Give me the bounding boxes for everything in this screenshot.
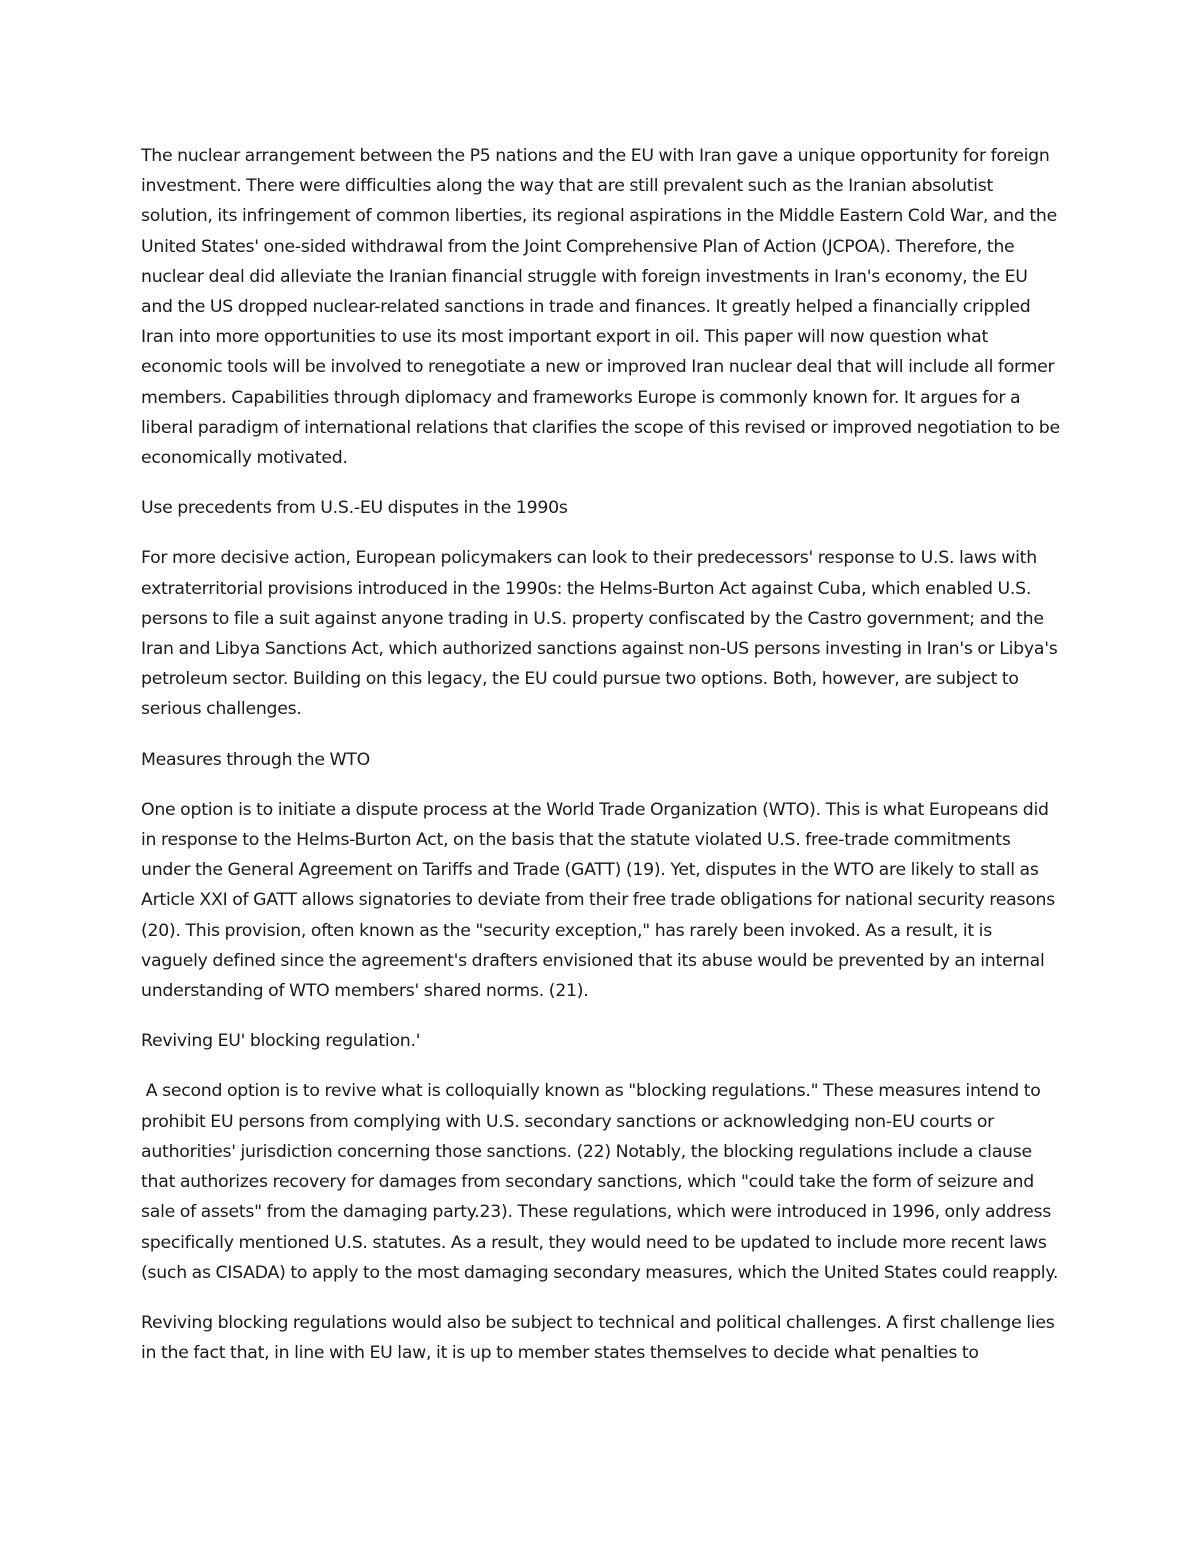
precedents-paragraph: For more decisive action, European policymakers can look to their predecessors' response to U.S. laws with extraterritorial provisions introduced in the 1990s: the Helms-Burton Act against Cuba, which enabled U.S. persons to file a suit against anyone trading in U.S. property confiscated by the Castro government; and the Iran and Libya Sanctions Act, which authorized sanctions against non-US persons investing in Iran's or Libya's petroleum sector. Building on this legacy, the EU could pursue two options. Both, however, are subject to serious challenges. bbox=[141, 548, 1058, 720]
section-heading-precedents: Use precedents from U.S.-EU disputes in the 1990s bbox=[141, 498, 568, 519]
section-heading-blocking: Reviving EU' blocking regulation.' bbox=[141, 1031, 421, 1052]
section-heading-wto: Measures through the WTO bbox=[141, 749, 370, 770]
document-body bbox=[141, 141, 1061, 1388]
challenges-paragraph: Reviving blocking regulations would also be subject to technical and political challenges. A first challenge lies in the fact that, in line with EU law, it is up to member states themselves to decide what penalties to bbox=[141, 1312, 1055, 1364]
wto-paragraph: One option is to initiate a dispute process at the World Trade Organization (WTO). This is what Europeans did in response to the Helms-Burton Act, on the basis that the statute violated U.S. free-trade commitments under the General Agreement on Tariffs and Trade (GATT) (19). Yet, disputes in the WTO are likely to stall as Article XXI of GATT allows signatories to deviate from their free trade obligations for national security reasons (20). This provision, often known as the "security exception," has rarely been invoked. As a result, it is vaguely defined since the agreement's drafters envisioned that its abuse would be prevented by an internal understanding of WTO members' shared norms. (21). bbox=[141, 799, 1055, 1002]
intro-paragraph: The nuclear arrangement between the P5 nations and the EU with Iran gave a unique opportunity for foreign investment. There were difficulties along the way that are still prevalent such as the Iranian absolutist solution, its infringement of common liberties, its regional aspirations in the Middle Eastern Cold War, and the United States' one-sided withdrawal from the Joint Comprehensive Plan of Action (JCPOA). Therefore, the nuclear deal did alleviate the Iranian financial struggle with foreign investments in Iran's economy, the EU and the US dropped nuclear-related sanctions in trade and finances. It greatly helped a financially crippled Iran into more opportunities to use its most important export in oil. This paper will now question what economic tools will be involved to renegotiate a new or improved Iran nuclear deal that will include all former members. Capabilities through diplomacy and frameworks Europe is commonly known for. It argues for a liberal paradigm of international relations that clarifies the scope of this revised or improved negotiation to be economically motivated. bbox=[141, 146, 1060, 469]
blocking-paragraph: A second option is to revive what is colloquially known as "blocking regulations." These measures intend to prohibit EU persons from complying with U.S. secondary sanctions or acknowledging non-EU courts or authorities' jurisdiction concerning those sanctions. (22) Notably, the blocking regulations include a clause that authorizes recovery for damages from secondary sanctions, which "could take the form of seizure and sale of assets" from the damaging party.23). These regulations, which were introduced in 1996, only address specifically mentioned U.S. statutes. As a result, they would need to be updated to include more recent laws (such as CISADA) to apply to the most damaging secondary measures, which the United States could reapply. bbox=[141, 1081, 1059, 1283]
